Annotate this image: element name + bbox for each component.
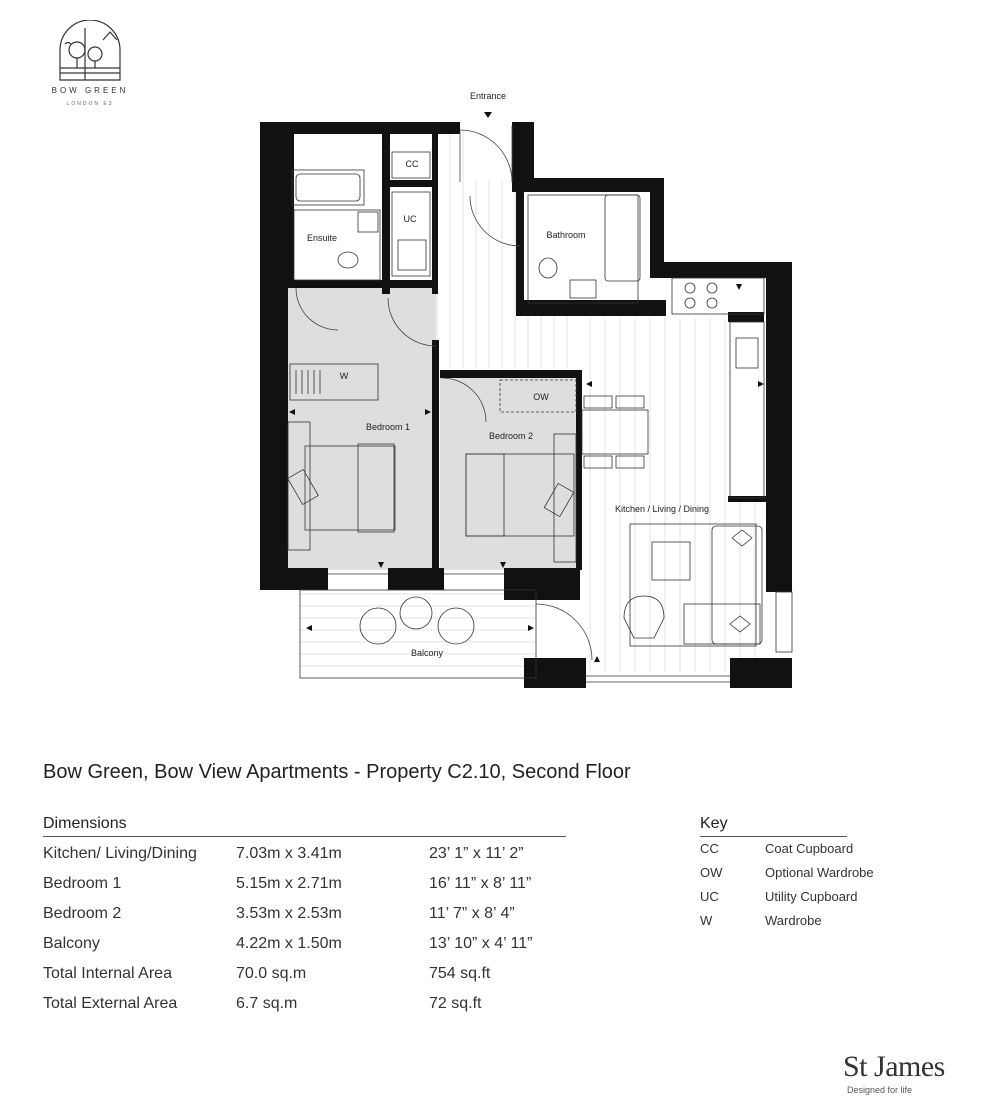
dimension-row <box>43 905 583 935</box>
key-code: UC <box>700 889 719 904</box>
room-name: Balcony <box>43 935 100 952</box>
bedroom1-floor <box>286 288 436 570</box>
logo-name: BOW GREEN <box>51 86 129 95</box>
brand-tagline: Designed for life <box>847 1085 913 1095</box>
metric-size: 7.03m x 3.41m <box>236 845 342 862</box>
label-uc: UC <box>403 214 417 224</box>
dimensions-divider <box>43 836 566 837</box>
room-name: Total Internal Area <box>43 965 172 982</box>
dimension-row <box>43 875 583 905</box>
imperial-size: 72 sq.ft <box>429 995 482 1012</box>
room-name: Kitchen/ Living/Dining <box>43 845 197 862</box>
key-code: CC <box>700 841 719 856</box>
dimension-row <box>43 935 583 965</box>
label-kitchen-living-dining: Kitchen / Living / Dining <box>614 504 710 514</box>
key-item <box>700 889 960 913</box>
key-meaning: Wardrobe <box>765 913 822 928</box>
bow-green-logo <box>55 20 125 82</box>
metric-size: 4.22m x 1.50m <box>236 935 342 952</box>
imperial-size: 11’ 7” x 8’ 4” <box>429 905 515 922</box>
room-name: Total External Area <box>43 995 178 1012</box>
room-name: Bedroom 1 <box>43 875 122 892</box>
metric-size: 70.0 sq.m <box>236 965 307 982</box>
metric-size: 5.15m x 2.71m <box>236 875 342 892</box>
metric-size: 3.53m x 2.53m <box>236 905 342 922</box>
key-divider <box>700 836 847 837</box>
imperial-size: 16’ 11” x 8’ 11” <box>429 875 532 892</box>
imperial-size: 754 sq.ft <box>429 965 491 982</box>
key-item <box>700 841 960 865</box>
dimension-row <box>43 845 583 875</box>
label-cc: CC <box>405 159 419 169</box>
logo-location: LONDON E3 <box>66 101 114 107</box>
label-w: W <box>339 371 349 381</box>
metric-size: 6.7 sq.m <box>236 995 298 1012</box>
key-code: W <box>700 913 713 928</box>
key-item <box>700 913 960 937</box>
label-bedroom2: Bedroom 2 <box>488 431 534 441</box>
dimensions-heading: Dimensions <box>43 815 127 832</box>
imperial-size: 23’ 1” x 11’ 2” <box>429 845 524 862</box>
dimension-row <box>43 995 583 1025</box>
floor-plan <box>250 90 810 700</box>
key-heading: Key <box>700 815 728 832</box>
label-bedroom1: Bedroom 1 <box>365 422 411 432</box>
dimension-row <box>43 965 583 995</box>
label-balcony: Balcony <box>410 648 444 658</box>
imperial-size: 13’ 10” x 4’ 11” <box>429 935 533 952</box>
key-item <box>700 865 960 889</box>
label-ow: OW <box>533 392 549 402</box>
key-meaning: Optional Wardrobe <box>765 865 874 880</box>
key-meaning: Utility Cupboard <box>765 889 858 904</box>
key-code: OW <box>700 865 723 880</box>
st-james-logo: St James <box>843 1050 945 1083</box>
property-title: Bow Green, Bow View Apartments - Property C2.10, Second Floor <box>43 761 631 783</box>
label-entrance: Entrance <box>469 91 507 101</box>
key-meaning: Coat Cupboard <box>765 841 854 856</box>
label-ensuite: Ensuite <box>306 233 338 243</box>
bedroom2-floor <box>440 378 576 570</box>
label-bathroom: Bathroom <box>546 230 586 240</box>
room-name: Bedroom 2 <box>43 905 122 922</box>
